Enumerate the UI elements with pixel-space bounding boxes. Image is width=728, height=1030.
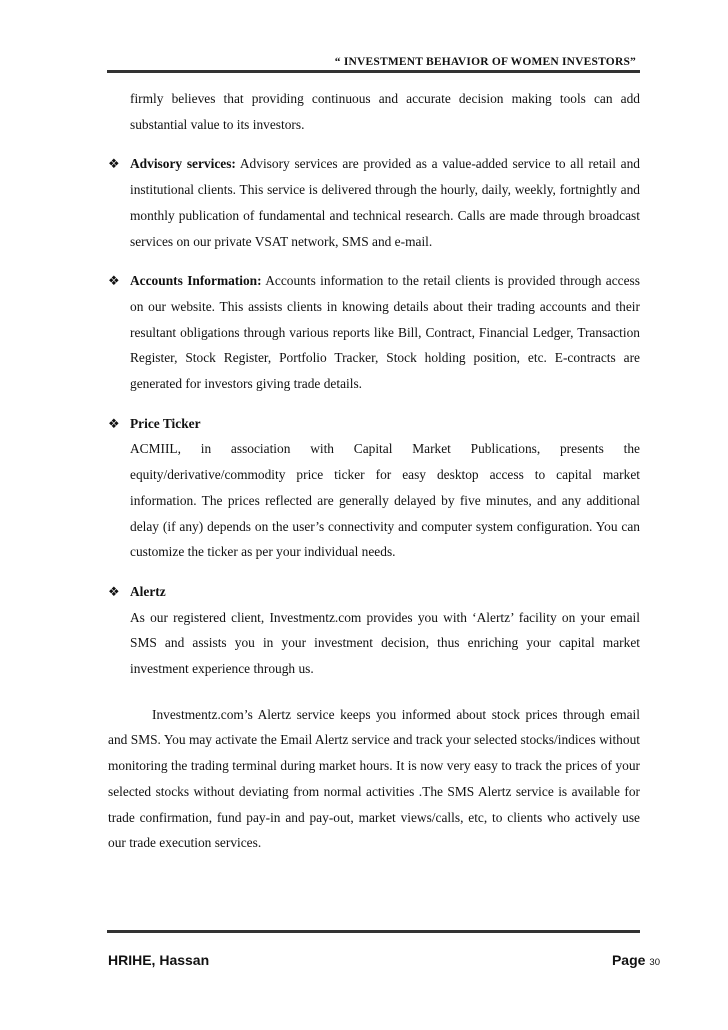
section-heading: Alertz [130,583,166,599]
section-advisory [108,151,640,254]
section-alertz [108,579,640,682]
section-text: ACMIIL, in association with Capital Market Publications, presents the equity/derivative/commodity price ticker for easy desktop access to capital market information. The prices reflected are generally delayed by five minutes, and any additional delay (if any) depends on the user’s connectivity and computer system configuration. You can customize the ticker as per your individual needs. [130,441,640,560]
section-text: Advisory services are provided as a value-added service to all retail and institutional clients. This service is delivered through the hourly, daily, weekly, fortnightly and monthly publication of fundamental and technical research. Calls are made through broadcast services on our private VSAT network, SMS and e-mail. [130,156,640,249]
intro-paragraph: firmly believes that providing continuous and accurate decision making tools can add substantial value to its investors. [130,91,640,132]
diamond-bullet-icon: ❖ [108,583,120,599]
section-accounts-information [108,268,640,397]
page-number: 30 [649,957,660,968]
footer-page [612,952,660,970]
section-text: As our registered client, Investmentz.com provides you with ‘Alertz’ facility on your email SMS and assists you in your investment decision, thus enriching your capital market investment experience through us. [130,609,640,677]
section-paragraph [130,151,640,254]
diamond-bullet-icon: ❖ [108,273,120,289]
diamond-bullet-icon: ❖ [108,156,120,172]
section-text: Accounts information to the retail clients is provided through access on our website. This assists clients in knowing details about their trading accounts and their resultant obligations through various reports like Bill, Contract, Financial Ledger, Transaction Register, Stock Register, Portfolio Tracker, Stock holding position, etc. E-contracts are generated for investors giving trade details. [130,273,640,392]
page-body [108,86,640,856]
footer-rule [107,930,640,933]
section-heading: Advisory services: [130,156,236,172]
section-price-ticker [108,411,640,565]
section-heading-line [130,579,640,605]
running-header: “ INVESTMENT BEHAVIOR OF WOMEN INVESTORS” [334,56,636,68]
section-heading: Accounts Information: [130,273,262,289]
section-heading: Price Ticker [130,415,201,431]
closing-paragraph: Investmentz.com’s Alertz service keeps you informed about stock prices through email and SMS. You may activate the Email Alertz service and track your selected stocks/indices without monitoring the trading terminal during market hours. It is now very easy to track the prices of your selected stocks without deviating from normal activities .The SMS Alertz service is available for trade confirmation, fund pay-in and pay-out, market views/calls, etc, to clients who actively use our trade execution services. [108,706,640,851]
section-paragraph [130,268,640,397]
diamond-bullet-icon: ❖ [108,415,120,431]
section-heading-line [130,411,640,437]
page-label: Page [611,952,646,968]
footer-author: HRIHE, Hassan [108,952,210,968]
header-rule [107,70,640,73]
